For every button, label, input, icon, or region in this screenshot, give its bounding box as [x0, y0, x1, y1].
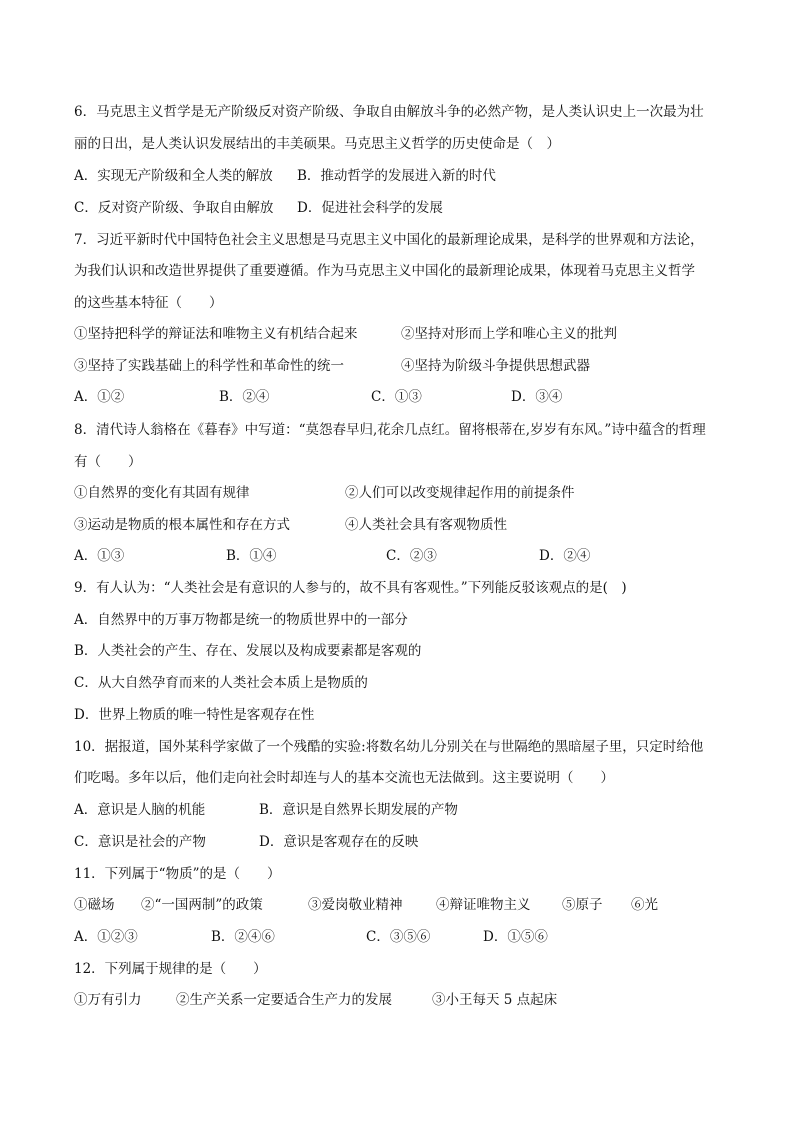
- q8-statement-2: ②人们可以改变规律起作用的前提条件: [345, 485, 575, 501]
- q11-item-2: ②“一国两制”的政策: [141, 897, 263, 913]
- q8-statement-4: ④人类社会具有客观物质性: [345, 517, 507, 533]
- q7-statement-1: ①坚持把科学的辩证法和唯物主义有机结合起来: [74, 326, 358, 342]
- q8-choice-d: D．②④: [539, 548, 591, 564]
- q8-choice-b: B．①④: [226, 548, 277, 564]
- q10-option-c: C．意识是社会的产物: [74, 834, 206, 850]
- q8-choice-a: A．①③: [74, 548, 125, 564]
- q6-option-a: A．实现无产阶级和全人类的解放: [74, 168, 273, 184]
- q7-choice-a: A．①②: [74, 389, 125, 405]
- q10-option-d: D．意识是客观存在的反映: [259, 834, 419, 850]
- q8-stem-line-1: 8．清代诗人翁格在《暮春》中写道：“莫怨春早归,花余几点红。留将根蒂在,岁岁有东风。”诗中蕴含的哲理: [74, 422, 706, 438]
- q11-choice-a: A．①②③: [74, 929, 138, 945]
- q12-item-2: ②生产关系一定要适合生产力的发展: [176, 992, 392, 1008]
- q7-statement-3: ③坚持了实践基础上的科学性和革命性的统一: [74, 358, 344, 374]
- q8-choice-c: C．②③: [386, 548, 437, 564]
- q8-statement-1: ①自然界的变化有其固有规律: [74, 485, 250, 501]
- q7-statement-2: ②坚持对形而上学和唯心主义的批判: [401, 326, 617, 342]
- q11-stem-line-1: 11．下列属于“物质”的是（ ）: [74, 866, 281, 882]
- q12-item-1: ①万有引力: [74, 992, 142, 1008]
- q8-stem-line-2: 有（ ）: [74, 454, 142, 470]
- q11-choice-b: B．②④⑥: [211, 929, 275, 945]
- q7-statement-4: ④坚持为阶级斗争提供思想武器: [401, 358, 590, 374]
- q10-stem-line-1: 10．据报道，国外某科学家做了一个残酷的实验:将数名幼儿分别关在与世隔绝的黑暗屋子里，只定时给他: [74, 739, 704, 755]
- q6-option-d: D．促进社会科学的发展: [297, 200, 443, 216]
- q7-choice-d: D．③④: [511, 389, 563, 405]
- q12-item-3: ③小王每天 5 点起床: [432, 992, 558, 1008]
- q10-option-b: B．意识是自然界长期发展的产物: [259, 802, 458, 818]
- q6-stem-line-2: 丽的日出，是人类认识发展结出的丰美硕果。马克思主义哲学的历史使命是（ ）: [74, 136, 560, 152]
- q11-choice-d: D．①⑤⑥: [483, 929, 548, 945]
- q11-item-6: ⑥光: [631, 897, 658, 913]
- q9-stem-line-1: 9．有人认为：“人类社会是有意识的人参与的，故不具有客观性。”下列能反驳该观点的是( ): [74, 580, 627, 596]
- q8-statement-3: ③运动是物质的根本属性和存在方式: [74, 517, 290, 533]
- q9-option-c: C．从大自然孕育而来的人类社会本质上是物质的: [74, 675, 368, 691]
- q6-stem-line-1: 6．马克思主义哲学是无产阶级反对资产阶级、争取自由解放斗争的必然产物，是人类认识史上一次最为壮: [74, 104, 704, 120]
- q7-stem-line-2: 为我们认识和改造世界提供了重要遵循。作为马克思主义中国化的最新理论成果，体现着马克思主义哲学: [74, 263, 695, 279]
- q11-item-3: ③爱岗敬业精神: [308, 897, 403, 913]
- q7-choice-b: B．②④: [219, 389, 270, 405]
- q6-option-c: C．反对资产阶级、争取自由解放: [74, 200, 274, 216]
- q7-stem-line-1: 7．习近平新时代中国特色社会主义思想是马克思主义中国化的最新理论成果，是科学的世界观和方法论，: [74, 232, 704, 248]
- q9-option-d: D．世界上物质的唯一特性是客观存在性: [74, 707, 315, 723]
- q7-stem-line-3: 的这些基本特征（ ）: [74, 295, 223, 311]
- q11-item-5: ⑤原子: [562, 897, 603, 913]
- q11-choice-c: C．③⑤⑥: [366, 929, 431, 945]
- q11-item-1: ①磁场: [74, 897, 115, 913]
- q10-stem-line-2: 们吃喝。多年以后，他们走向社会时却连与人的基本交流也无法做到。这主要说明（ ）: [74, 770, 614, 786]
- q9-option-a: A．自然界中的万事万物都是统一的物质世界中的一部分: [74, 612, 408, 628]
- q12-stem-line-1: 12．下列属于规律的是（ ）: [74, 961, 267, 977]
- q6-option-b: B．推动哲学的发展进入新的时代: [297, 168, 496, 184]
- q11-item-4: ④辩证唯物主义: [436, 897, 531, 913]
- q10-option-a: A．意识是人脑的机能: [74, 802, 206, 818]
- q7-choice-c: C．①③: [371, 389, 422, 405]
- q9-option-b: B．人类社会的产生、存在、发展以及构成要素都是客观的: [74, 643, 422, 659]
